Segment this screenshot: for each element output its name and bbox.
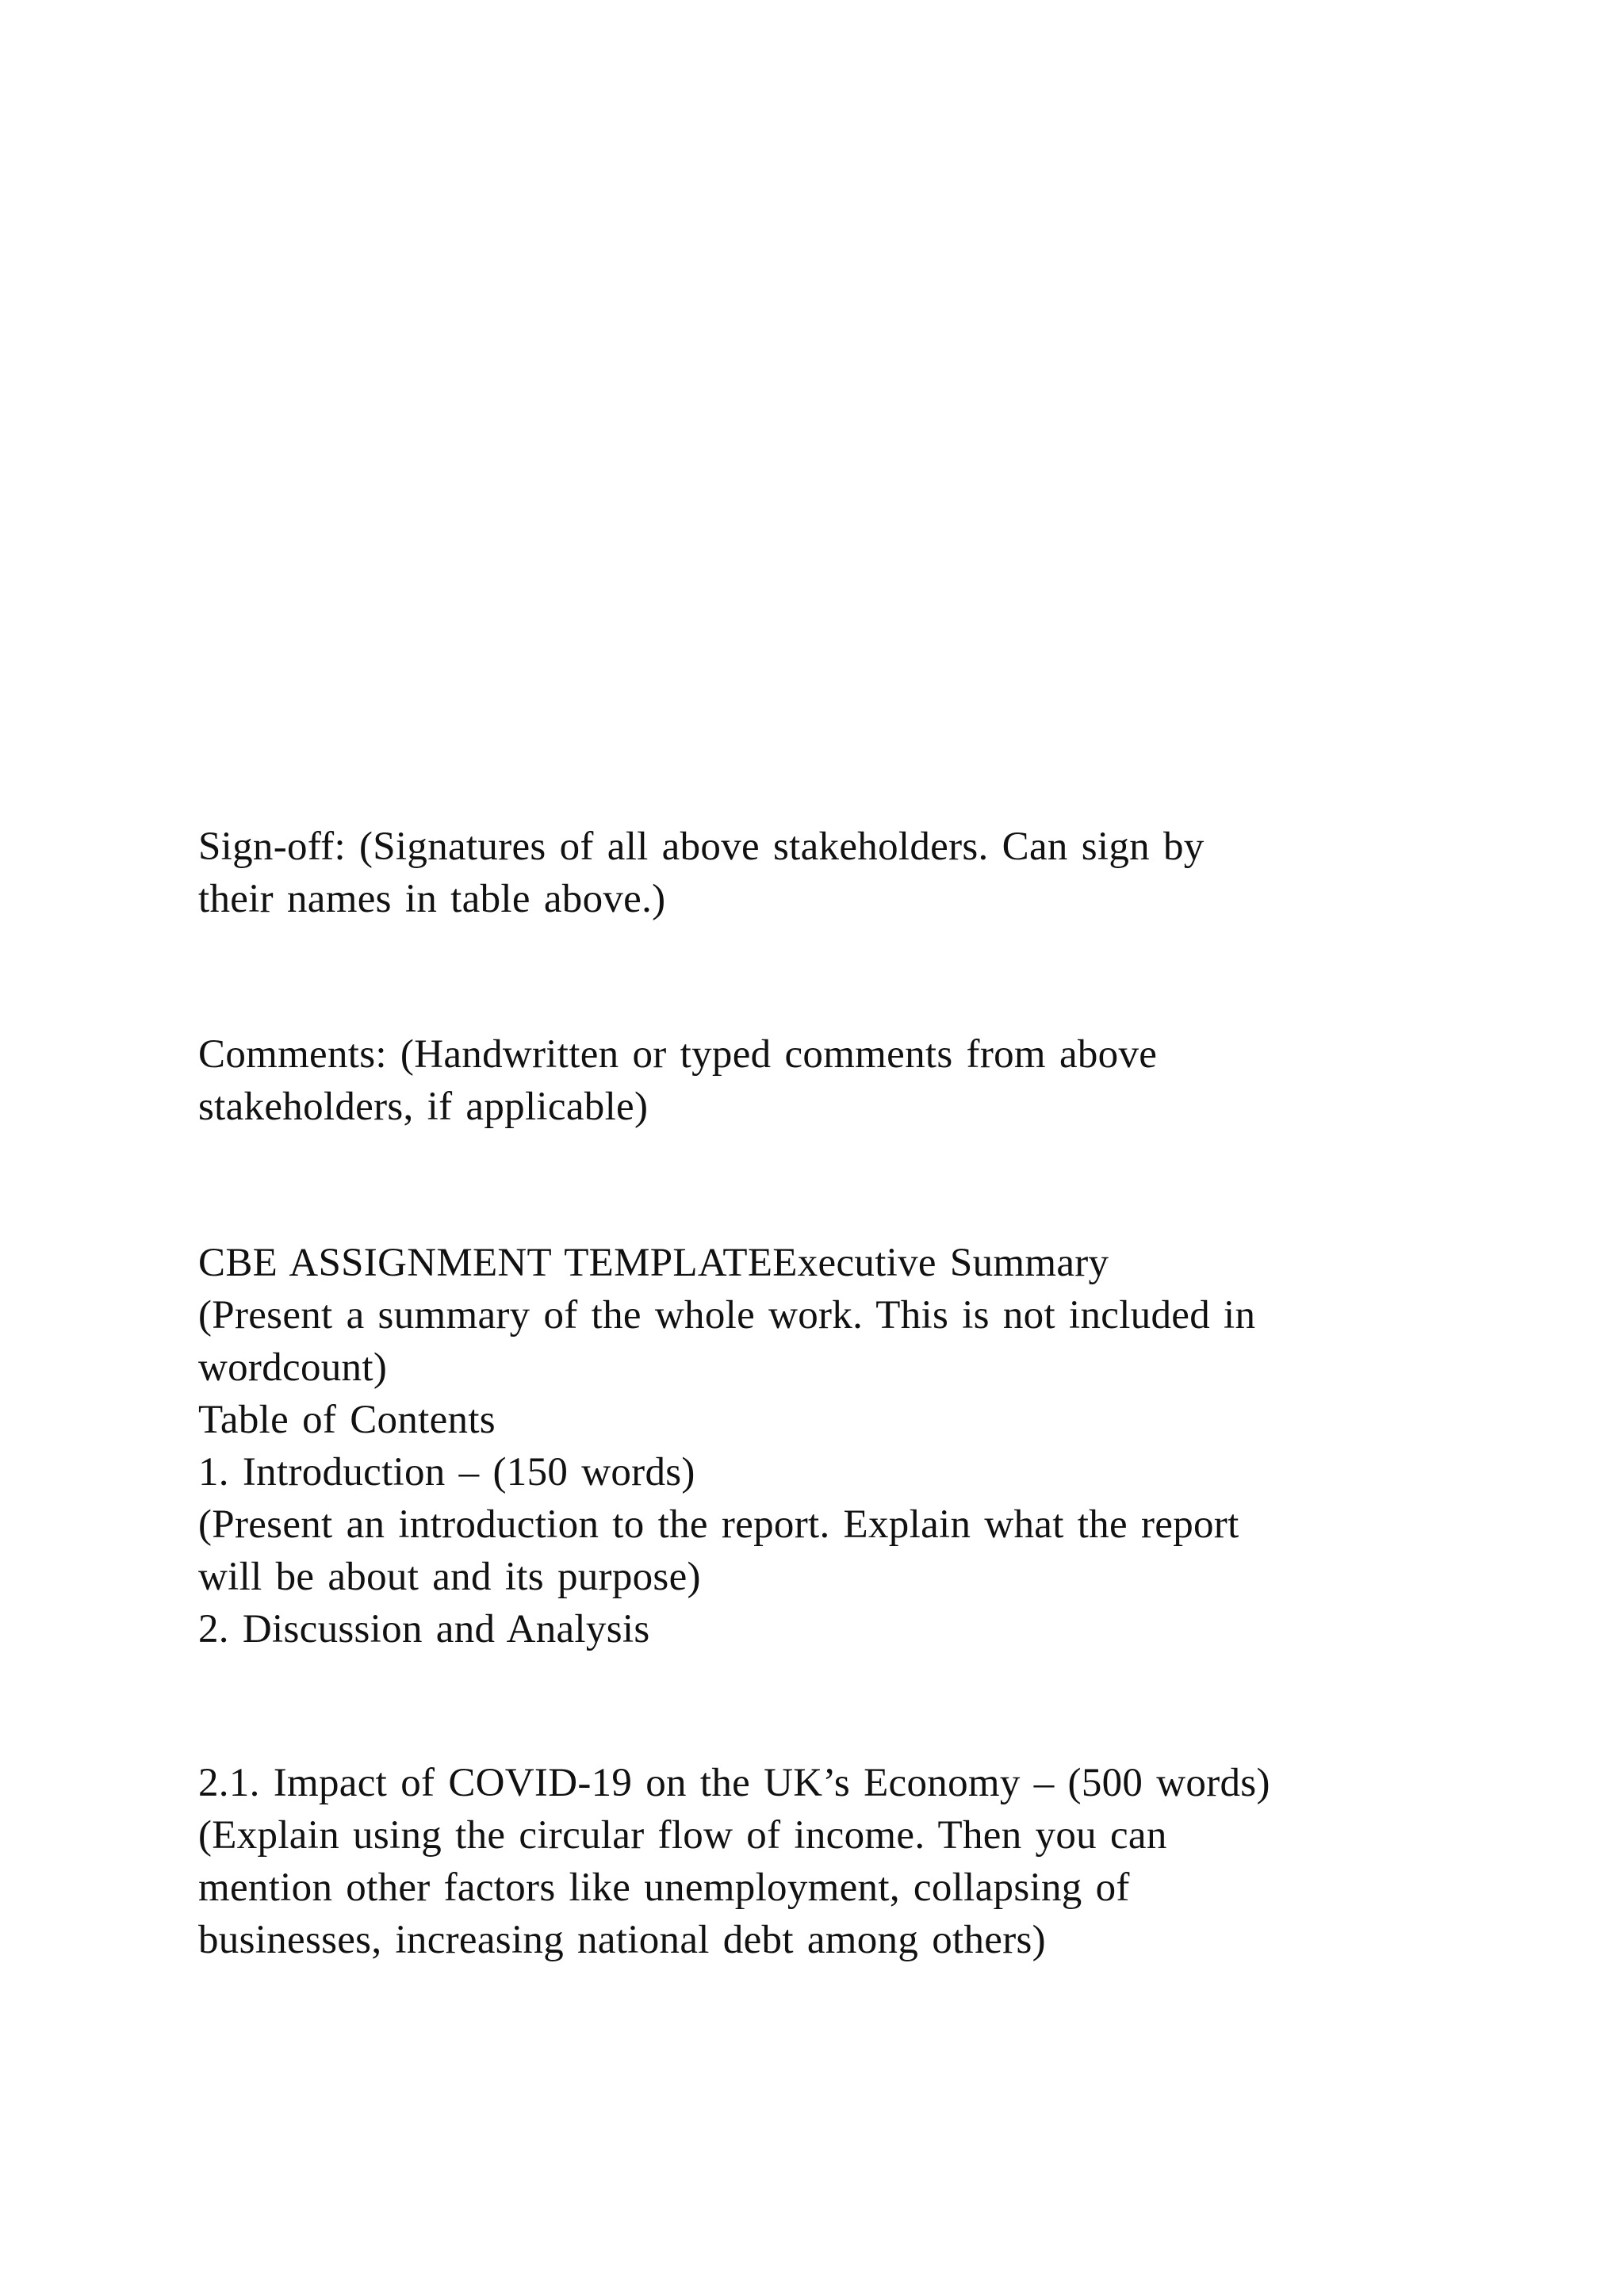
comments-line-2: stakeholders, if applicable) xyxy=(198,1085,649,1129)
introduction-line-1: (Present an introduction to the report. Explain what the report xyxy=(198,1502,1239,1547)
executive-summary-line-2: wordcount) xyxy=(198,1345,388,1390)
section-2-1 xyxy=(198,1757,1467,1966)
table-of-contents-heading: Table of Contents xyxy=(198,1398,496,1442)
signoff-line-1: Sign-off: (Signatures of all above stakeholders. Can sign by xyxy=(198,825,1205,869)
template-title-line: CBE ASSIGNMENT TEMPLATEExecutive Summary xyxy=(198,1241,1109,1285)
section-2-1-line-1: (Explain using the circular flow of income. Then you can xyxy=(198,1813,1167,1858)
comments-paragraph xyxy=(198,1028,1467,1133)
introduction-line-2: will be about and its purpose) xyxy=(198,1555,701,1599)
executive-summary-line-1: (Present a summary of the whole work. This is not included in xyxy=(198,1293,1256,1337)
template-section xyxy=(198,1237,1467,1655)
signoff-paragraph xyxy=(198,821,1467,925)
discussion-heading: 2. Discussion and Analysis xyxy=(198,1607,650,1651)
introduction-heading: 1. Introduction – (150 words) xyxy=(198,1450,695,1494)
section-2-1-line-2: mention other factors like unemployment, collapsing of xyxy=(198,1866,1130,1910)
signoff-line-2: their names in table above.) xyxy=(198,877,666,921)
section-2-1-heading: 2.1. Impact of COVID-19 on the UK’s Economy – (500 words) xyxy=(198,1761,1270,1805)
section-2-1-line-3: businesses, increasing national debt among others) xyxy=(198,1918,1046,1962)
comments-line-1: Comments: (Handwritten or typed comments from above xyxy=(198,1032,1158,1077)
